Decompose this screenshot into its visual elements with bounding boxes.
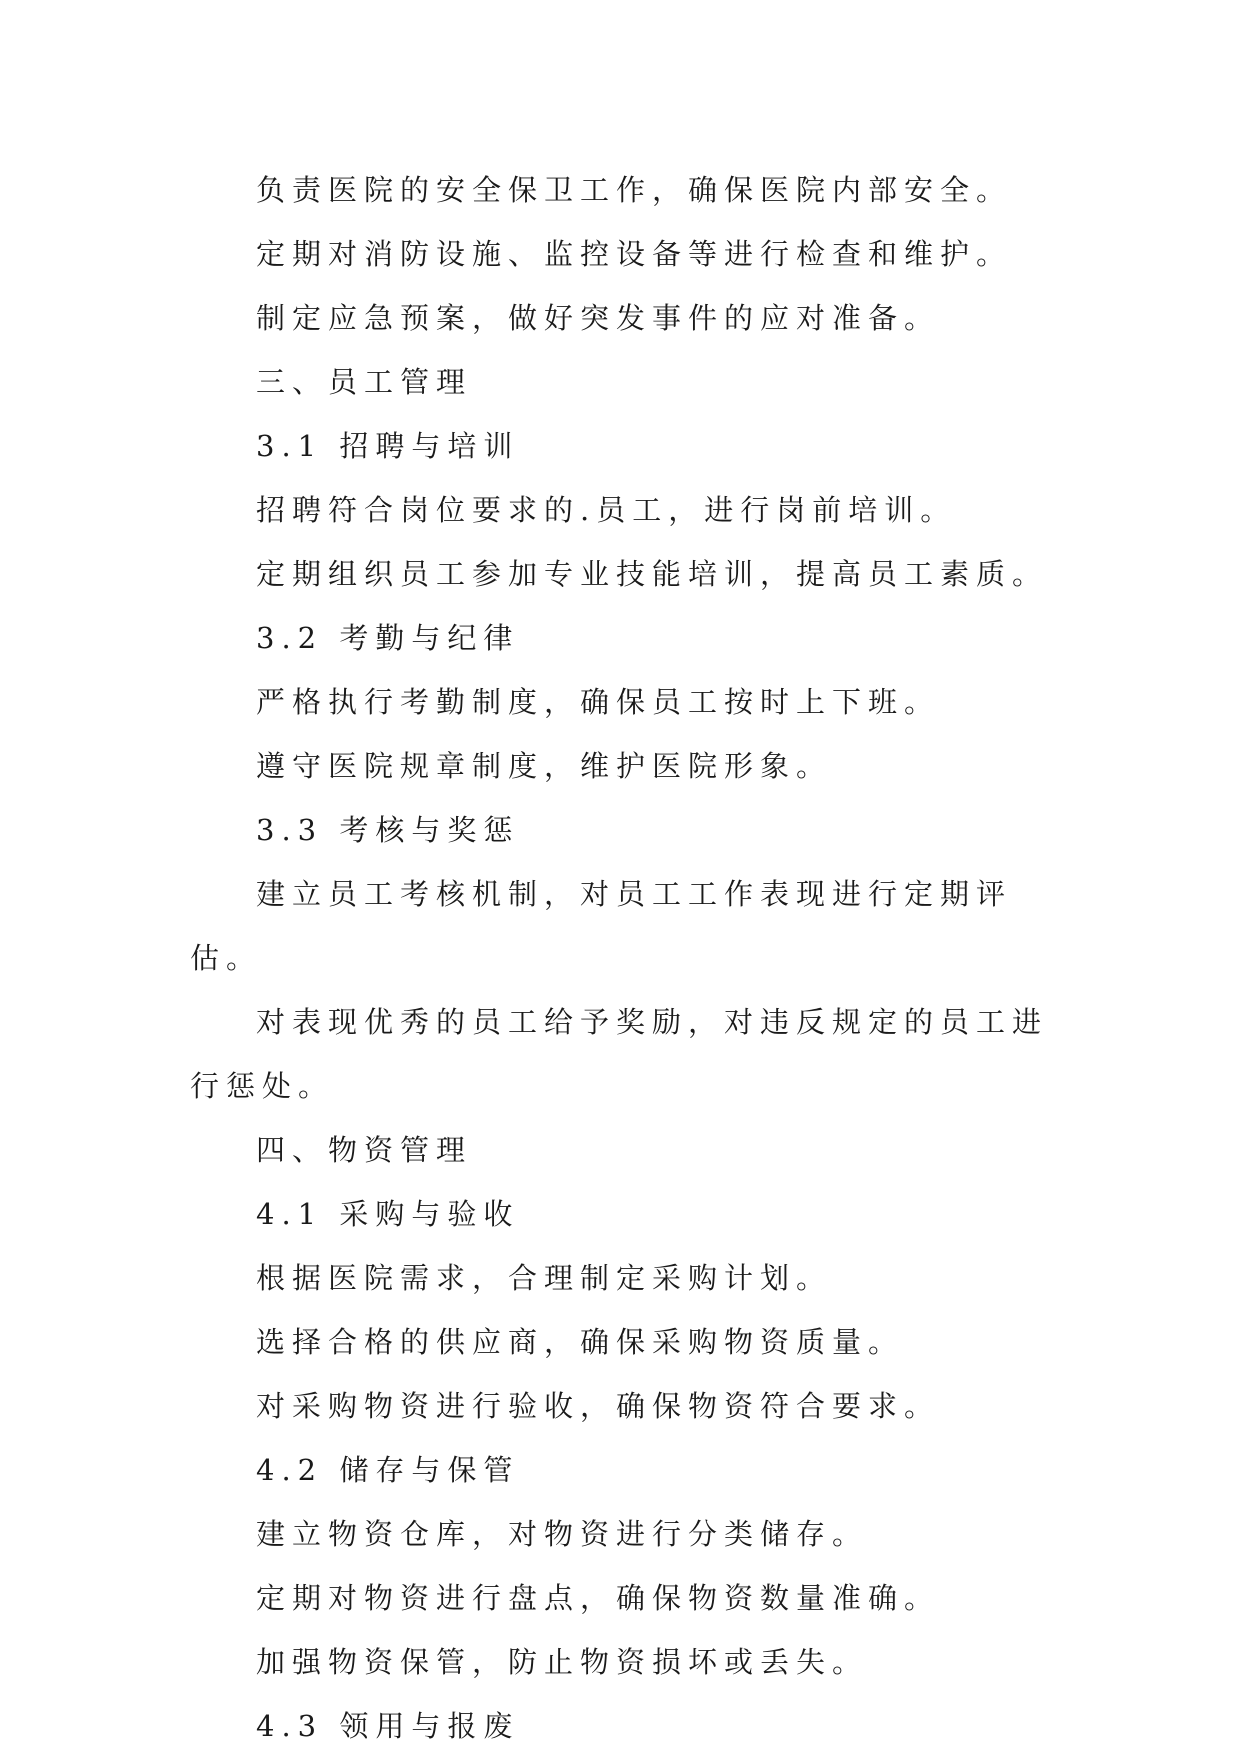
body-paragraph: 选择合格的供应商，确保采购物资质量。 (256, 1325, 905, 1359)
body-paragraph: 加强物资保管，防止物资损坏或丢失。 (256, 1645, 869, 1679)
subsection-heading: 3.2 考勤与纪律 (256, 621, 520, 655)
body-paragraph: 定期组织员工参加专业技能培训，提高员工素质。 (256, 557, 1049, 591)
body-paragraph: 制定应急预案，做好突发事件的应对准备。 (256, 301, 941, 335)
subsection-heading: 4.2 储存与保管 (256, 1453, 520, 1487)
body-paragraph: 对表现优秀的员工给予奖励，对违反规定的员工进行惩处。 (190, 1005, 1049, 1103)
body-paragraph: 定期对物资进行盘点，确保物资数量准确。 (256, 1581, 941, 1615)
section-heading: 三、员工管理 (256, 365, 473, 399)
body-paragraph: 严格执行考勤制度，确保员工按时上下班。 (256, 685, 941, 719)
subsection-heading: 3.1 招聘与培训 (256, 429, 520, 463)
body-paragraph: 根据医院需求，合理制定采购计划。 (256, 1261, 833, 1295)
subsection-heading: 3.3 考核与奖惩 (256, 813, 520, 847)
body-paragraph: 定期对消防设施、监控设备等进行检查和维护。 (256, 237, 1013, 271)
subsection-heading: 4.1 采购与验收 (256, 1197, 520, 1231)
body-paragraph: 对采购物资进行验收，确保物资符合要求。 (256, 1389, 941, 1423)
document-body (190, 158, 1060, 1758)
subsection-heading: 4.3 领用与报废 (256, 1709, 520, 1743)
body-paragraph: 招聘符合岗位要求的.员工，进行岗前培训。 (256, 493, 957, 527)
body-paragraph: 负责医院的安全保卫工作，确保医院内部安全。 (256, 173, 1013, 207)
body-paragraph: 建立物资仓库，对物资进行分类储存。 (256, 1517, 869, 1551)
section-heading: 四、物资管理 (256, 1133, 473, 1167)
body-paragraph: 建立员工考核机制，对员工工作表现进行定期评估。 (190, 877, 1013, 975)
body-paragraph: 遵守医院规章制度，维护医院形象。 (256, 749, 833, 783)
